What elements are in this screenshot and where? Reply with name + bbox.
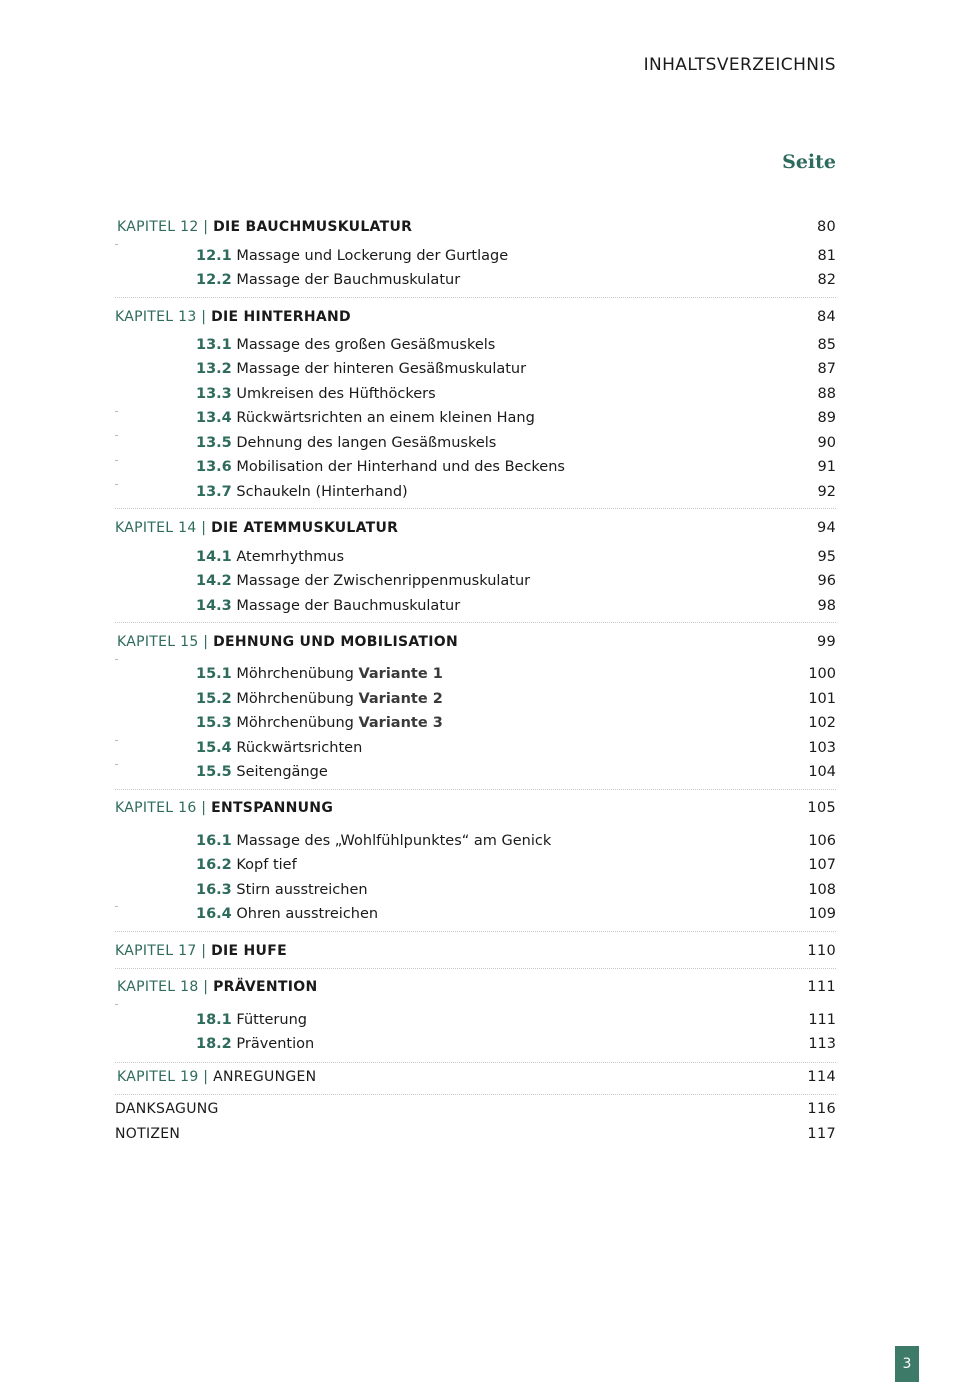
dotted-separator: [115, 789, 836, 790]
toc-section-13-7[interactable]: [115, 481, 836, 503]
page-number: 101: [808, 691, 836, 707]
dotted-separator: [115, 1062, 836, 1063]
page-number: 108: [808, 882, 836, 898]
section-title: Massage des großen Gesäßmuskels: [236, 337, 496, 353]
page-number: 109: [808, 906, 836, 922]
section-title: Mobilisation der Hinterhand und des Beckens: [236, 459, 565, 475]
page-number: 90: [817, 435, 836, 451]
toc-section-15-1[interactable]: [115, 663, 836, 685]
section-title: Möhrchenübung: [236, 666, 354, 682]
section-number: 13.5: [196, 435, 232, 451]
page-number: 91: [817, 459, 836, 475]
page-number: 104: [808, 764, 836, 780]
toc-chapter-16[interactable]: [115, 797, 836, 819]
dotted-separator: [115, 297, 836, 298]
page-number: 111: [808, 1012, 836, 1028]
section-title: Möhrchenübung: [236, 691, 354, 707]
running-head: INHALTSVERZEICHNIS: [643, 55, 836, 75]
section-number: 13.4: [196, 410, 232, 426]
section-title: Ohren ausstreichen: [236, 906, 379, 922]
section-title: Prävention: [236, 1036, 315, 1052]
section-title: Rückwärtsrichten: [236, 740, 363, 756]
toc-section-13-2[interactable]: [115, 358, 836, 380]
edge-mark: [115, 1004, 118, 1005]
toc-section-13-1[interactable]: [115, 334, 836, 356]
page-number-badge: 3: [895, 1346, 919, 1382]
section-title: Seitengänge: [236, 764, 328, 780]
toc-section-16-2[interactable]: [115, 854, 836, 876]
section-number: 13.3: [196, 386, 232, 402]
toc-section-14-1[interactable]: [115, 546, 836, 568]
chapter-title: DIE BAUCHMUSKULATUR: [213, 219, 413, 235]
page-number: 87: [817, 361, 836, 377]
chapter-label: KAPITEL 19 |: [117, 1069, 209, 1085]
toc-section-15-4[interactable]: [115, 737, 836, 759]
dotted-separator: [115, 1094, 836, 1095]
section-number: 16.3: [196, 882, 232, 898]
page-number: 102: [808, 715, 836, 731]
page-number: 85: [817, 337, 836, 353]
section-title: Rückwärtsrichten an einem kleinen Hang: [236, 410, 535, 426]
section-number: 16.2: [196, 857, 232, 873]
page-number: 88: [817, 386, 836, 402]
section-title: Schaukeln (Hinterhand): [236, 484, 408, 500]
chapter-title: DEHNUNG UND MOBILISATION: [213, 634, 458, 650]
toc-section-15-2[interactable]: [115, 688, 836, 710]
page-number: 96: [817, 573, 836, 589]
chapter-title: DIE ATEMMUSKULATUR: [211, 520, 399, 536]
section-variant: Variante 3: [358, 715, 443, 731]
section-title: Massage der Bauchmuskulatur: [236, 272, 461, 288]
toc-section-14-2[interactable]: [115, 570, 836, 592]
toc-section-13-3[interactable]: [115, 383, 836, 405]
page-number: 100: [808, 666, 836, 682]
chapter-label: KAPITEL 14 |: [115, 520, 207, 536]
toc-chapter-18[interactable]: [115, 976, 836, 998]
chapter-title: DIE HUFE: [211, 943, 287, 959]
toc-section-14-3[interactable]: [115, 595, 836, 617]
section-title: Kopf tief: [236, 857, 297, 873]
page-number: 95: [817, 549, 836, 565]
toc-chapter-12[interactable]: [115, 216, 836, 238]
edge-mark: [115, 659, 118, 660]
page-number: 116: [807, 1101, 836, 1117]
toc-chapter-17[interactable]: [115, 940, 836, 962]
section-number: 13.2: [196, 361, 232, 377]
page-number: 103: [808, 740, 836, 756]
chapter-title: DIE HINTERHAND: [211, 309, 351, 325]
toc-section-12-2[interactable]: [115, 269, 836, 291]
toc-section-15-3[interactable]: [115, 712, 836, 734]
toc-section-13-5[interactable]: [115, 432, 836, 454]
toc-section-16-3[interactable]: [115, 879, 836, 901]
page-number: 89: [817, 410, 836, 426]
section-number: 15.3: [196, 715, 232, 731]
section-number: 12.1: [196, 248, 232, 264]
entry-title: DANKSAGUNG: [115, 1101, 219, 1117]
toc-section-12-1[interactable]: [115, 245, 836, 267]
dotted-separator: [115, 622, 836, 623]
dotted-separator: [115, 508, 836, 509]
section-title: Stirn ausstreichen: [236, 882, 368, 898]
section-variant: Variante 1: [358, 666, 443, 682]
section-number: 16.1: [196, 833, 232, 849]
section-title: Massage der Zwischenrippenmuskulatur: [236, 573, 531, 589]
section-title: Massage und Lockerung der Gurtlage: [236, 248, 509, 264]
page-number: 92: [817, 484, 836, 500]
section-title: Umkreisen des Hüfthöckers: [236, 386, 436, 402]
entry-title: NOTIZEN: [115, 1126, 181, 1142]
page-number: 99: [816, 634, 836, 650]
toc-section-13-4[interactable]: [115, 407, 836, 429]
section-number: 14.1: [196, 549, 232, 565]
page-number: 105: [807, 800, 836, 816]
toc-section-18-1[interactable]: [115, 1009, 836, 1031]
section-title: Massage der hinteren Gesäßmuskulatur: [236, 361, 527, 377]
page-number: 111: [807, 979, 836, 995]
toc-section-15-5[interactable]: [115, 761, 836, 783]
page-number: 82: [817, 272, 836, 288]
section-number: 14.2: [196, 573, 232, 589]
page-number: 106: [808, 833, 836, 849]
section-variant: Variante 2: [358, 691, 443, 707]
section-title: Massage der Bauchmuskulatur: [236, 598, 461, 614]
chapter-label: KAPITEL 17 |: [115, 943, 207, 959]
page-number: 80: [816, 219, 836, 235]
toc-chapter-15[interactable]: [115, 631, 836, 653]
toc-section-13-6[interactable]: [115, 456, 836, 478]
chapter-label: KAPITEL 15 |: [117, 634, 209, 650]
section-title: Atemrhythmus: [236, 549, 345, 565]
chapter-label: KAPITEL 16 |: [115, 800, 207, 816]
toc-section-18-2[interactable]: [115, 1033, 836, 1055]
page-number: 98: [817, 598, 836, 614]
chapter-title: ENTSPANNUNG: [211, 800, 334, 816]
chapter-label: KAPITEL 13 |: [115, 309, 207, 325]
section-number: 16.4: [196, 906, 232, 922]
toc-chapter-13[interactable]: [115, 306, 836, 328]
toc-chapter-19[interactable]: [115, 1066, 836, 1088]
section-number: 14.3: [196, 598, 232, 614]
chapter-title: ANREGUNGEN: [213, 1069, 317, 1085]
section-number: 15.5: [196, 764, 232, 780]
chapter-title: PRÄVENTION: [213, 979, 318, 995]
page-number: 84: [816, 309, 836, 325]
section-number: 13.1: [196, 337, 232, 353]
page-number: 113: [808, 1036, 836, 1052]
toc-danksagung[interactable]: [115, 1098, 836, 1120]
section-number: 13.7: [196, 484, 232, 500]
section-number: 12.2: [196, 272, 232, 288]
dotted-separator: [115, 968, 836, 969]
page-column-label: Seite: [782, 151, 836, 173]
page-number: 94: [816, 520, 836, 536]
page-number: 117: [807, 1126, 836, 1142]
section-number: 18.1: [196, 1012, 232, 1028]
chapter-label: KAPITEL 12 |: [117, 219, 209, 235]
toc-chapter-14[interactable]: [115, 517, 836, 539]
page-number: 114: [807, 1069, 836, 1085]
dotted-separator: [115, 931, 836, 932]
toc-section-16-4[interactable]: [115, 903, 836, 925]
section-number: 18.2: [196, 1036, 232, 1052]
section-number: 13.6: [196, 459, 232, 475]
chapter-label: KAPITEL 18 |: [117, 979, 209, 995]
page-number: 110: [807, 943, 836, 959]
toc-notizen[interactable]: [115, 1123, 836, 1145]
section-title: Massage des „Wohlfühlpunktes“ am Genick: [236, 833, 552, 849]
toc-section-16-1[interactable]: [115, 830, 836, 852]
section-number: 15.1: [196, 666, 232, 682]
section-number: 15.2: [196, 691, 232, 707]
section-title: Möhrchenübung: [236, 715, 354, 731]
page-number: 81: [817, 248, 836, 264]
section-title: Fütterung: [236, 1012, 307, 1028]
section-title: Dehnung des langen Gesäßmuskels: [236, 435, 497, 451]
page-number: 107: [808, 857, 836, 873]
section-number: 15.4: [196, 740, 232, 756]
